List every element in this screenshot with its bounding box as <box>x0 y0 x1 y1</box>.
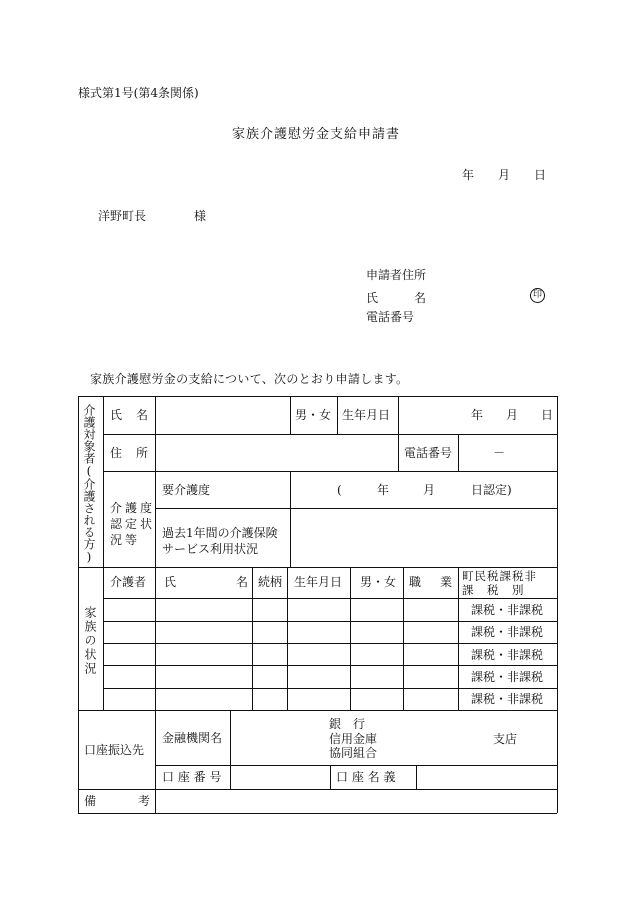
tax-status-row-3: 課税・非課税 <box>471 648 544 662</box>
bd-month-label: 月 <box>506 408 519 422</box>
branch-label: 支店 <box>493 732 518 746</box>
applicant-phone-label: 電話番号 <box>366 310 415 324</box>
family-name-header-1: 氏 <box>164 575 177 589</box>
cert-open-paren: ( <box>337 483 342 497</box>
bd-year-label: 年 <box>471 408 484 422</box>
applicant-address-label: 申請者住所 <box>366 268 427 282</box>
care-target-phone-dash: － <box>493 446 506 460</box>
remarks-label-2: 考 <box>138 794 151 808</box>
tax-header-1: 町民税課税非 <box>462 569 537 583</box>
date-month-label: 月 <box>498 168 511 182</box>
service-usage-label-2: サービス利用状況 <box>162 542 259 556</box>
institution-type-bank: 銀 行 <box>329 717 366 731</box>
institution-type-union: 協同組合 <box>329 746 378 760</box>
cert-day-label: 日認定) <box>471 483 512 497</box>
family-section-label: 家族の状況 <box>83 606 97 676</box>
care-target-phone-label: 電話番号 <box>404 446 453 460</box>
tax-status-row-4: 課税・非課税 <box>471 670 544 684</box>
occupation-header-2: 業 <box>440 575 453 589</box>
addressee: 洋野町長 <box>98 209 147 223</box>
bd-day-label: 日 <box>541 408 554 422</box>
tax-status-row-2: 課税・非課税 <box>471 625 544 639</box>
service-usage-label-1: 過去1年間の介護保険 <box>162 526 278 540</box>
form-number: 様式第1号(第4条関係) <box>78 86 199 100</box>
bank-section-label: 口座振込先 <box>84 743 145 757</box>
seal-mark: 印 <box>530 288 545 303</box>
cert-year-label: 年 <box>377 483 390 497</box>
date-year-label: 年 <box>462 168 475 182</box>
tax-status-row-5: 課税・非課税 <box>471 692 544 706</box>
date-day-label: 日 <box>534 168 547 182</box>
applicant-name-label-2: 名 <box>414 291 427 305</box>
cert-month-label: 月 <box>423 483 436 497</box>
account-number-label: 口 座 番 号 <box>162 770 222 784</box>
institution-label: 金融機関名 <box>162 731 223 745</box>
occupation-header-1: 職 <box>409 575 422 589</box>
care-target-name-label: 氏 名 <box>110 408 150 422</box>
care-status-label-3: 況等 <box>110 533 141 547</box>
applicant-name-label-1: 氏 <box>366 291 379 305</box>
care-target-birthdate-label: 生年月日 <box>342 408 391 422</box>
page-title: 家族介護慰労金支給申請書 <box>232 127 401 142</box>
relation-header: 続柄 <box>258 575 283 589</box>
remarks-label-1: 備 <box>84 794 97 808</box>
care-status-label-1: 介護度 <box>110 501 156 515</box>
caregiver-header: 介護者 <box>110 575 147 589</box>
family-birthdate-header: 生年月日 <box>294 575 343 589</box>
family-gender-header: 男・女 <box>360 575 397 589</box>
care-status-label-2: 認定状 <box>110 517 156 531</box>
care-level-label: 要介護度 <box>162 483 211 497</box>
account-name-label: 口 座 名 義 <box>336 770 396 784</box>
tax-header-2: 課 税 別 <box>462 583 525 597</box>
care-target-gender: 男・女 <box>295 408 332 422</box>
honorific: 様 <box>194 209 207 223</box>
tax-status-row-1: 課税・非課税 <box>471 603 544 617</box>
institution-type-credit: 信用金庫 <box>329 732 378 746</box>
care-target-address-label: 住 所 <box>110 446 150 460</box>
family-name-header-2: 名 <box>236 575 249 589</box>
care-target-section-label: 介護対象者(介護される方) <box>82 404 96 564</box>
intro-text: 家族介護慰労金の支給について、次のとおり申請します。 <box>90 372 409 386</box>
